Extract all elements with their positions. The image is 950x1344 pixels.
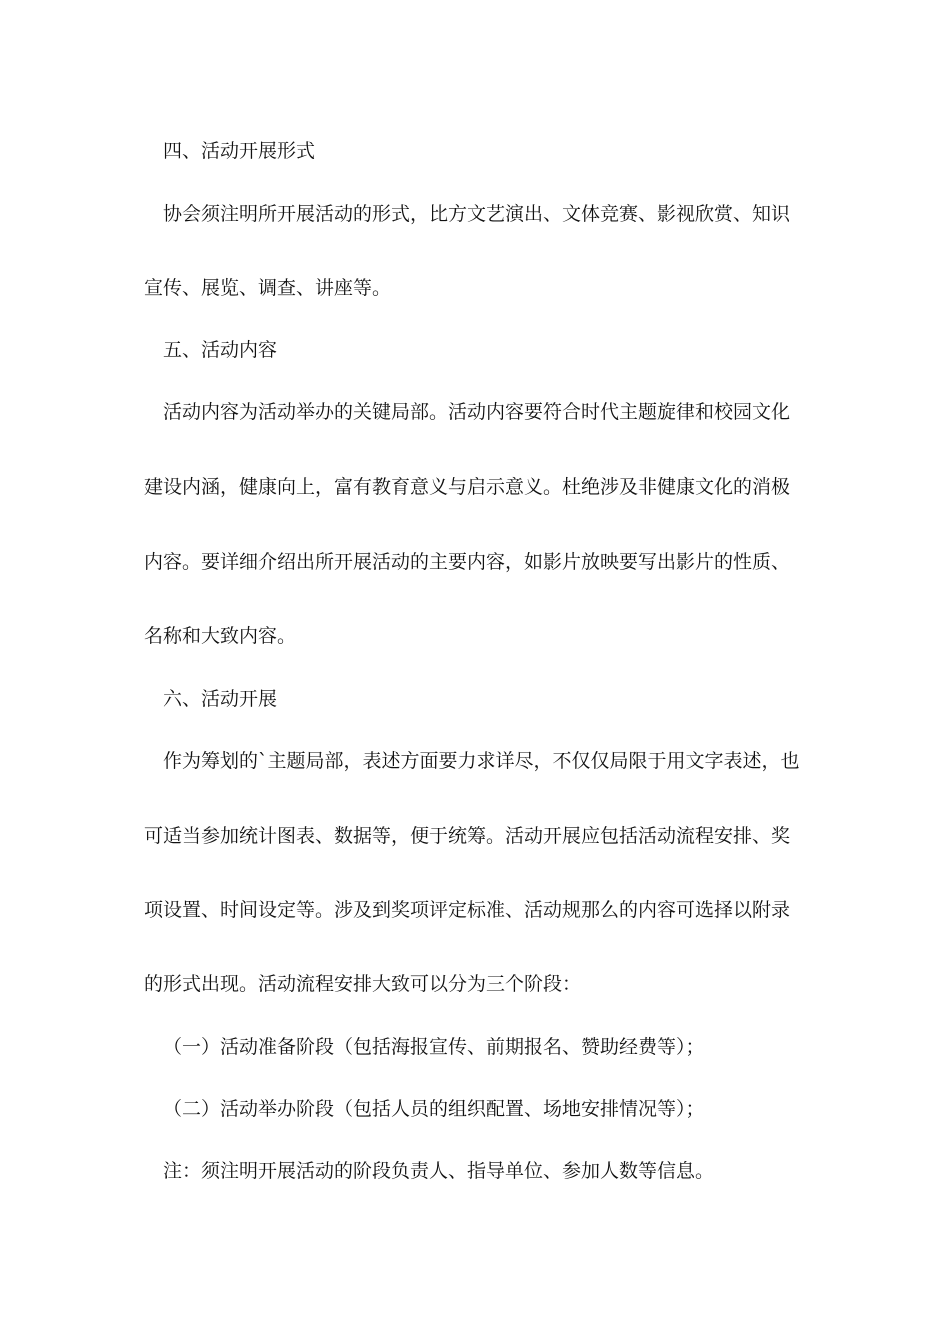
section4-para-line-1: 协会须注明所开展活动的形式，比方文艺演出、文体竞赛、影视欣赏、知识 bbox=[163, 203, 791, 225]
section5-para-line-2: 建设内涵，健康向上，富有教育意义与启示意义。杜绝涉及非健康文化的消极 bbox=[144, 476, 791, 498]
section4-para-line-2: 宣传、展览、调查、讲座等。 bbox=[144, 277, 392, 299]
section6-para-line-2: 可适当参加统计图表、数据等，便于统筹。活动开展应包括活动流程安排、奖 bbox=[144, 825, 791, 847]
stage-item-2: （二）活动举办阶段（包括人员的组织配置、场地安排情况等）； bbox=[163, 1098, 705, 1120]
stage-item-1: （一）活动准备阶段（包括海报宣传、前期报名、赞助经费等）； bbox=[163, 1036, 705, 1058]
section-heading-6: 六、活动开展 bbox=[163, 688, 278, 710]
section6-para-line-4: 的形式出现。活动流程安排大致可以分为三个阶段： bbox=[144, 973, 582, 995]
section5-para-line-3: 内容。要详细介绍出所开展活动的主要内容，如影片放映要写出影片的性质、 bbox=[144, 551, 791, 573]
section6-para-line-3: 项设置、时间设定等。涉及到奖项评定标准、活动规那么的内容可选择以附录 bbox=[144, 899, 791, 921]
section-heading-4: 四、活动开展形式 bbox=[163, 140, 316, 162]
section5-para-line-1: 活动内容为活动举办的关键局部。活动内容要符合时代主题旋律和校园文化 bbox=[163, 401, 791, 423]
section6-para-line-1: 作为筹划的`主题局部，表述方面要力求详尽，不仅仅局限于用文字表述，也 bbox=[163, 750, 800, 772]
note-text: 注：须注明开展活动的阶段负责人、指导单位、参加人数等信息。 bbox=[163, 1160, 715, 1182]
section5-para-line-4: 名称和大致内容。 bbox=[144, 625, 297, 647]
section-heading-5: 五、活动内容 bbox=[163, 339, 278, 361]
